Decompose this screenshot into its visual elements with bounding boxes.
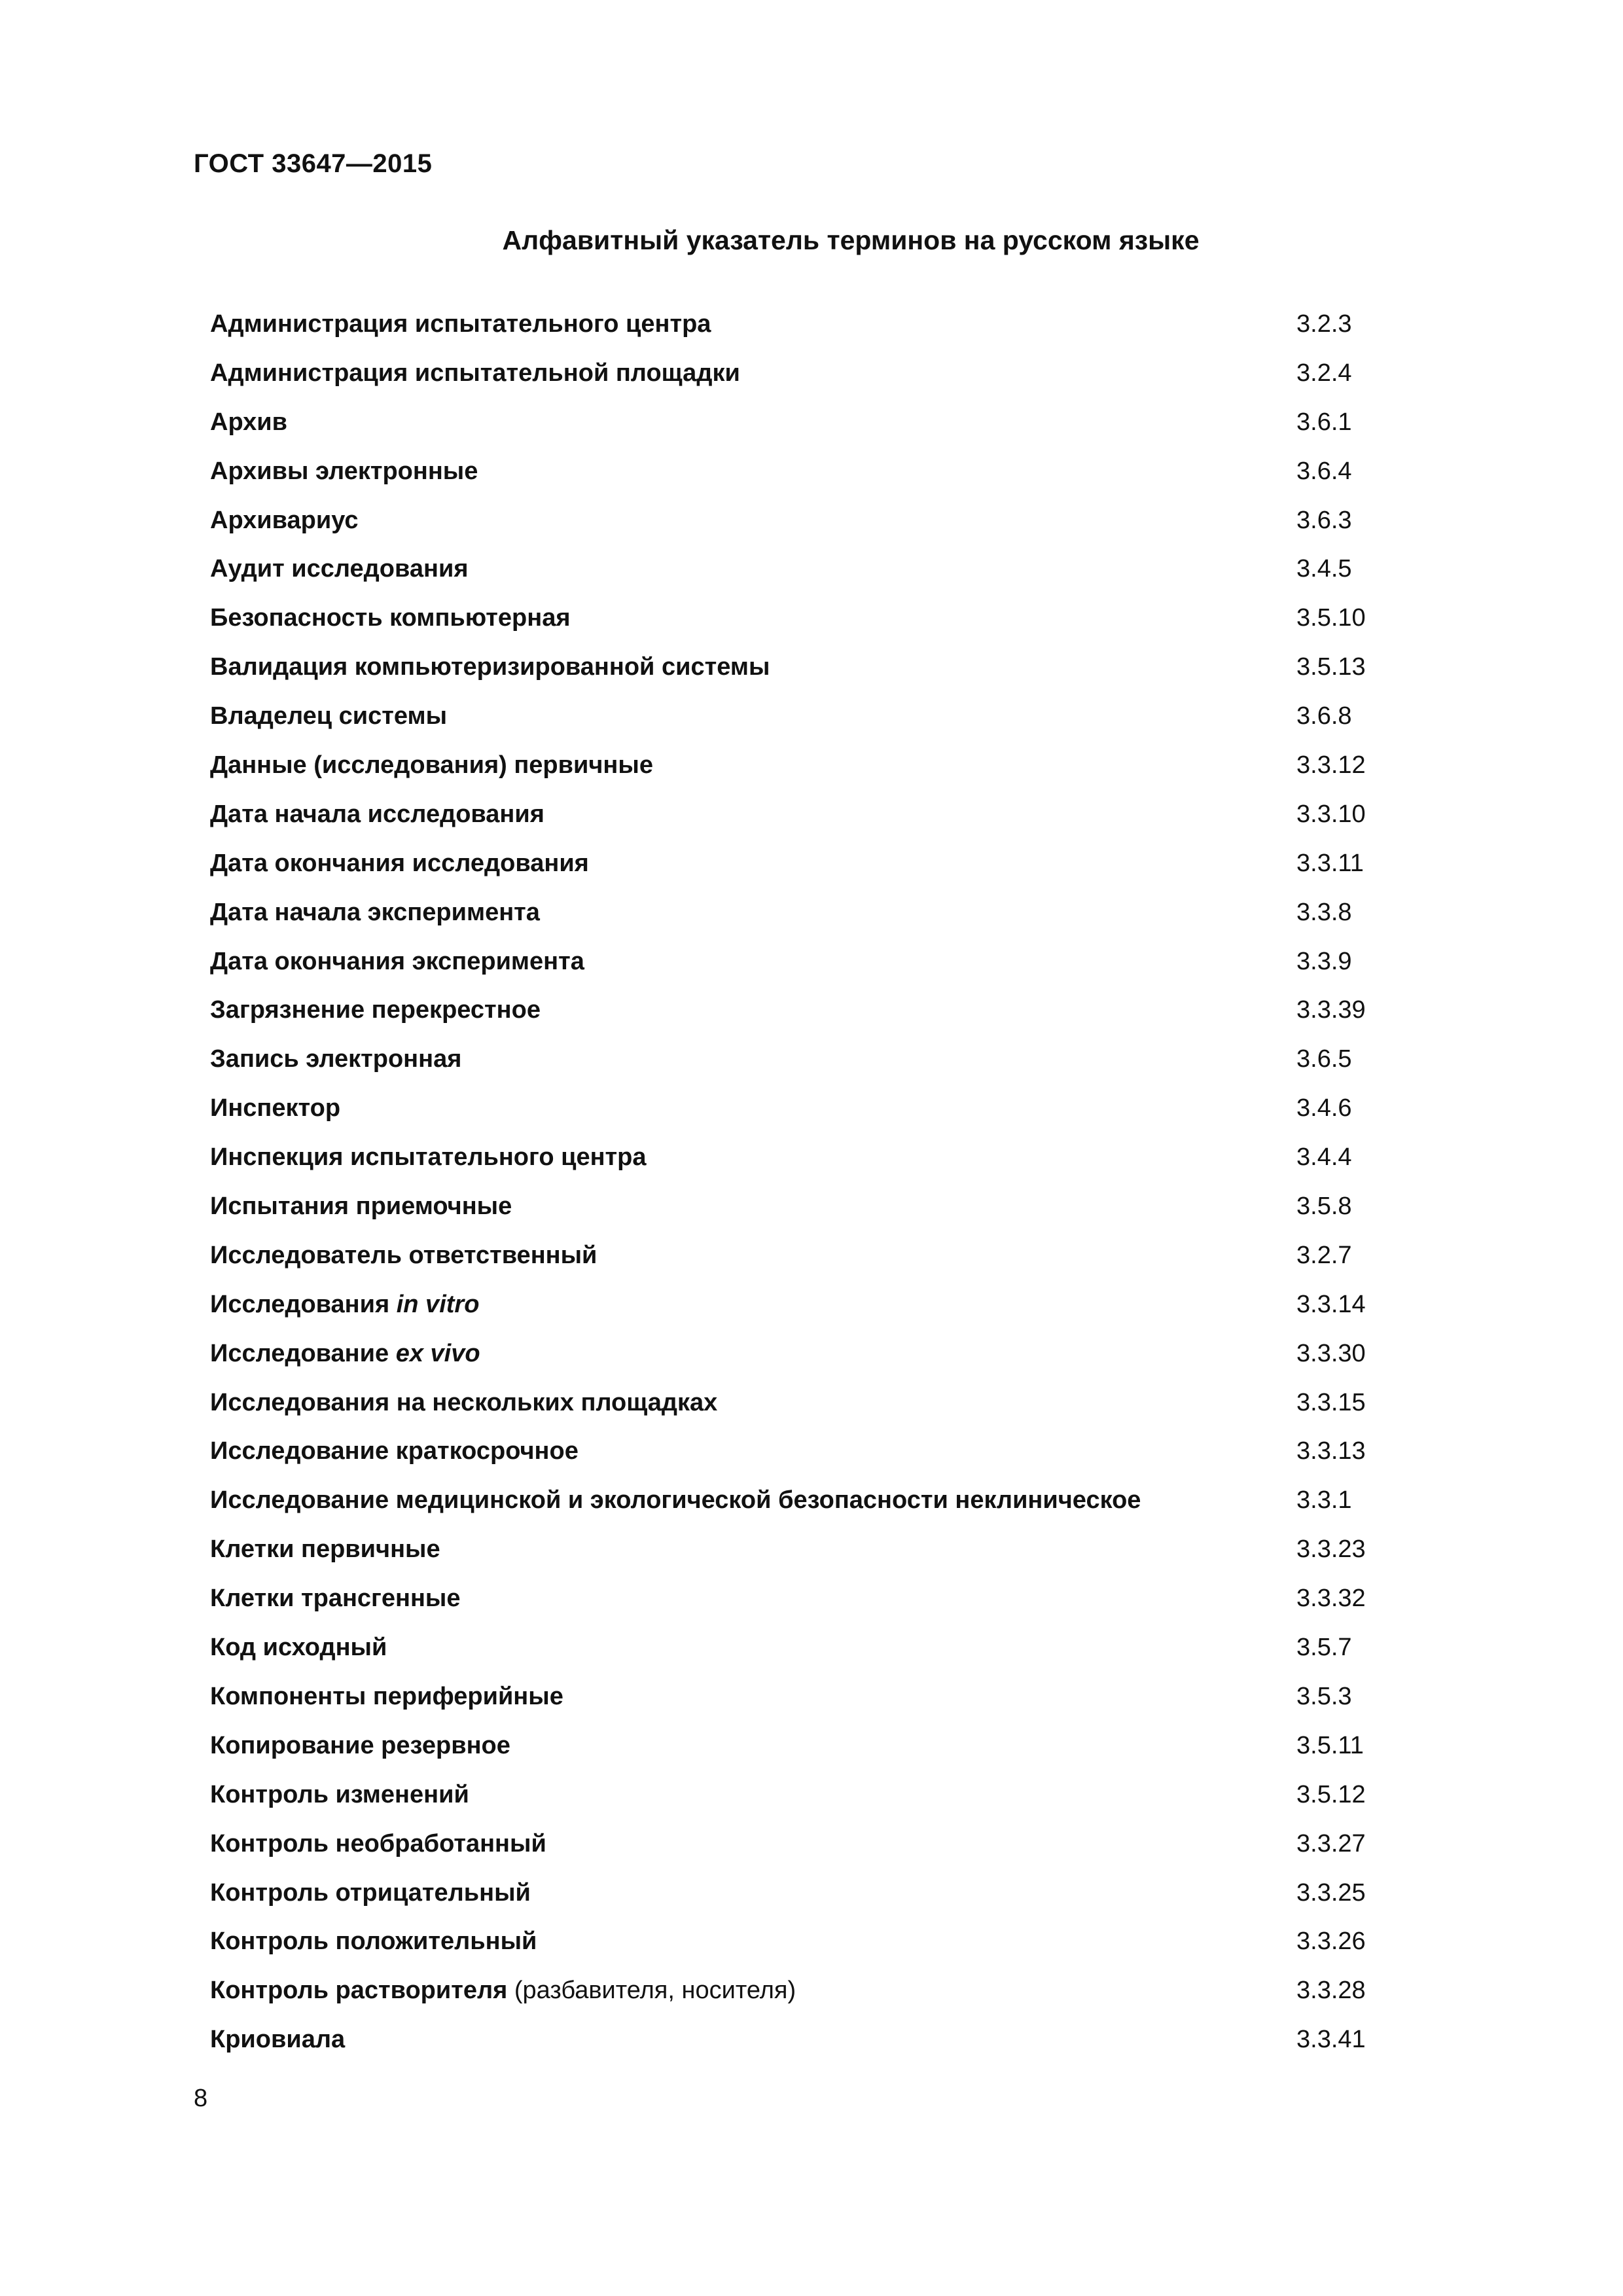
index-term-text: Клетки трансгенные	[210, 1585, 461, 1613]
index-term-text: Дата окончания эксперимента	[210, 947, 584, 975]
index-entry	[210, 545, 1388, 594]
index-ref: 3.5.11	[1296, 1731, 1364, 1759]
index-entry	[210, 1427, 1388, 1476]
index-ref: 3.3.25	[1296, 1878, 1366, 1907]
index-ref: 3.6.1	[1296, 408, 1352, 436]
index-ref: 3.6.4	[1296, 457, 1352, 485]
index-ref: 3.5.10	[1296, 604, 1366, 632]
index-ref: 3.6.3	[1296, 506, 1352, 534]
index-term-text: Копирование резервное	[210, 1731, 510, 1759]
index-term	[210, 1869, 531, 1918]
index-ref: 3.3.14	[1296, 1290, 1366, 1318]
index-ref: 3.2.7	[1296, 1241, 1352, 1269]
index-entry	[210, 790, 1388, 839]
index-entry	[210, 496, 1388, 545]
index-term-text: Загрязнение перекрестное	[210, 996, 541, 1024]
index-term-text: Исследование медицинской и экологической безопасности неклиническое	[210, 1486, 1141, 1515]
index-term	[210, 1035, 461, 1084]
index-term	[210, 692, 447, 741]
index-ref: 3.5.8	[1296, 1193, 1352, 1221]
index-term-text: Архив	[210, 408, 288, 436]
index-term	[210, 1770, 469, 1820]
index-term-text: Валидация компьютеризированной системы	[210, 653, 770, 681]
index-term-note: (разбавителя, носителя)	[507, 1977, 796, 2005]
index-term	[210, 643, 770, 692]
index-term	[210, 1917, 537, 1966]
index-entry	[210, 1182, 1388, 1231]
index-term-text: Исследования на нескольких площадках	[210, 1388, 718, 1416]
index-term	[210, 1525, 440, 1574]
index-ref: 3.5.7	[1296, 1634, 1352, 1662]
index-term-text: Исследование	[210, 1339, 396, 1367]
index-term-text: Инспекция испытательного центра	[210, 1143, 647, 1172]
index-ref: 3.3.1	[1296, 1486, 1352, 1515]
index-ref: 3.5.3	[1296, 1682, 1352, 1710]
index-entry	[210, 643, 1388, 692]
index-entry	[210, 1476, 1388, 1525]
index-entry	[210, 1966, 1388, 2015]
index-term-text: Контроль отрицательный	[210, 1878, 531, 1907]
index-term-text: Запись электронная	[210, 1045, 462, 1073]
index-term	[210, 1427, 579, 1476]
index-term-text: Архивы электронные	[210, 457, 478, 485]
index-term-text: Испытания приемочные	[210, 1193, 512, 1221]
index-term-text: Владелец системы	[210, 702, 448, 730]
index-term	[210, 2015, 345, 2064]
index-ref: 3.3.32	[1296, 1585, 1366, 1613]
index-term	[210, 594, 571, 643]
index-term-text: Архивариус	[210, 506, 359, 534]
term-index-list	[210, 300, 1388, 2064]
index-term-text: Контроль растворителя	[210, 1977, 508, 2005]
index-term	[210, 888, 540, 937]
index-term	[210, 1378, 717, 1427]
index-term	[210, 1182, 512, 1231]
index-term-italic: ex vivo	[395, 1339, 480, 1367]
index-term	[210, 1084, 340, 1133]
index-ref: 3.5.13	[1296, 653, 1366, 681]
index-term-text: Безопасность компьютерная	[210, 604, 571, 632]
document-code: ГОСТ 33647—2015	[194, 149, 433, 178]
index-entry	[210, 839, 1388, 888]
index-term-text: Контроль положительный	[210, 1928, 537, 1956]
index-entry	[210, 741, 1388, 790]
index-ref: 3.4.6	[1296, 1094, 1352, 1122]
index-entry	[210, 1084, 1388, 1133]
index-entry	[210, 398, 1388, 447]
index-term	[210, 447, 478, 496]
index-entry	[210, 692, 1388, 741]
index-entry	[210, 1770, 1388, 1820]
index-term-text: Данные (исследования) первичные	[210, 751, 653, 780]
index-term-text: Криовиала	[210, 2026, 346, 2054]
index-entry	[210, 1035, 1388, 1084]
index-ref: 3.2.3	[1296, 310, 1352, 338]
index-ref: 3.3.15	[1296, 1388, 1366, 1416]
index-entry	[210, 1869, 1388, 1918]
index-ref: 3.3.9	[1296, 947, 1352, 975]
index-entry	[210, 1574, 1388, 1623]
index-entry	[210, 937, 1388, 986]
index-entry	[210, 2015, 1388, 2064]
index-ref: 3.4.5	[1296, 555, 1352, 583]
index-ref: 3.2.4	[1296, 359, 1352, 387]
index-term-text: Код исходный	[210, 1634, 387, 1662]
index-entry	[210, 1280, 1388, 1329]
index-term	[210, 1133, 647, 1182]
index-term-text: Исследование краткосрочное	[210, 1437, 579, 1465]
index-entry	[210, 986, 1388, 1035]
index-entry	[210, 1672, 1388, 1721]
index-term	[210, 1476, 1141, 1525]
index-entry	[210, 1378, 1388, 1427]
index-entry	[210, 1820, 1388, 1869]
index-term	[210, 790, 544, 839]
index-entry	[210, 1231, 1388, 1280]
index-term	[210, 1280, 479, 1329]
index-ref: 3.5.12	[1296, 1780, 1366, 1808]
index-entry	[210, 594, 1388, 643]
index-entry	[210, 1623, 1388, 1672]
index-ref: 3.3.26	[1296, 1928, 1366, 1956]
index-term-text: Дата начала эксперимента	[210, 898, 540, 926]
index-term-text: Клетки первичные	[210, 1535, 440, 1564]
index-entry	[210, 1917, 1388, 1966]
index-term	[210, 741, 653, 790]
index-term	[210, 1574, 461, 1623]
index-entry	[210, 1721, 1388, 1770]
index-ref: 3.6.5	[1296, 1045, 1352, 1073]
index-ref: 3.3.8	[1296, 898, 1352, 926]
index-entry	[210, 888, 1388, 937]
index-ref: 3.3.12	[1296, 751, 1366, 780]
index-term	[210, 1966, 796, 2015]
index-term	[210, 349, 740, 398]
index-term-text: Исследователь ответственный	[210, 1241, 597, 1269]
index-entry	[210, 349, 1388, 398]
index-term	[210, 496, 359, 545]
index-term	[210, 1329, 480, 1378]
index-term-text: Исследования	[210, 1290, 397, 1318]
index-ref: 3.3.30	[1296, 1339, 1366, 1367]
index-term	[210, 1623, 387, 1672]
index-title: Алфавитный указатель терминов на русском языке	[502, 225, 1200, 255]
index-term-text: Контроль изменений	[210, 1780, 469, 1808]
index-ref: 3.3.11	[1296, 849, 1364, 877]
index-ref: 3.3.23	[1296, 1535, 1366, 1564]
index-entry	[210, 300, 1388, 349]
index-ref: 3.3.27	[1296, 1829, 1366, 1857]
index-term	[210, 986, 541, 1035]
index-term	[210, 1820, 546, 1869]
index-term-italic: in vitro	[396, 1290, 480, 1318]
index-term-text: Компоненты периферийные	[210, 1682, 563, 1710]
index-term-text: Дата окончания исследования	[210, 849, 589, 877]
index-term-text: Аудит исследования	[210, 555, 469, 583]
index-ref: 3.4.4	[1296, 1143, 1352, 1172]
index-ref: 3.3.39	[1296, 996, 1366, 1024]
index-term	[210, 545, 469, 594]
index-term-text: Дата начала исследования	[210, 800, 544, 828]
index-term	[210, 300, 711, 349]
index-term-text: Администрация испытательной площадки	[210, 359, 740, 387]
index-ref: 3.3.13	[1296, 1437, 1366, 1465]
index-term	[210, 1721, 510, 1770]
index-entry	[210, 447, 1388, 496]
index-ref: 3.3.28	[1296, 1977, 1366, 2005]
index-entry	[210, 1525, 1388, 1574]
index-term	[210, 937, 584, 986]
index-ref: 3.3.41	[1296, 2026, 1366, 2054]
index-entry	[210, 1329, 1388, 1378]
index-entry	[210, 1133, 1388, 1182]
index-term-text: Инспектор	[210, 1094, 341, 1122]
index-ref: 3.3.10	[1296, 800, 1366, 828]
index-term	[210, 839, 589, 888]
index-term	[210, 1672, 563, 1721]
index-term-text: Администрация испытательного центра	[210, 310, 711, 338]
page-number: 8	[194, 2085, 208, 2112]
index-term	[210, 1231, 597, 1280]
index-term-text: Контроль необработанный	[210, 1829, 546, 1857]
index-term	[210, 398, 287, 447]
index-ref: 3.6.8	[1296, 702, 1352, 730]
